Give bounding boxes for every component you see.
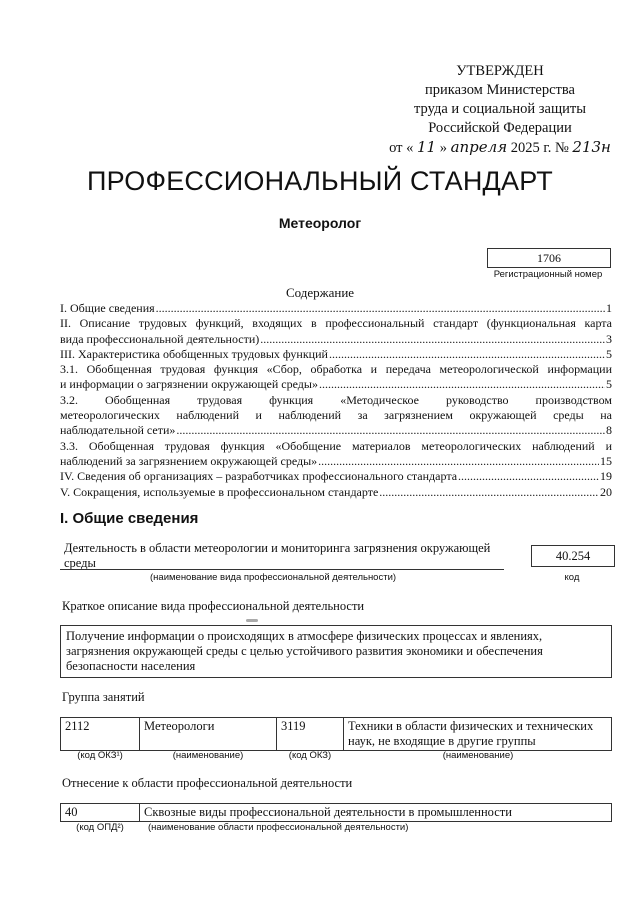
toc-item-text-line: 3.3. Обобщенная трудовая функция «Обобщение материалов метеорологических наблюдений и	[60, 438, 612, 453]
occupation-group-table	[60, 717, 612, 751]
brief-label: Краткое описание вида профессиональной деятельности	[62, 599, 365, 613]
toc-item-page: 19	[600, 469, 612, 484]
toc-item-text: и информации о загрязнении окружающей среды»	[60, 377, 318, 392]
toc-item[interactable]	[60, 393, 612, 439]
toc-item-page: 20	[600, 484, 612, 499]
toc-item[interactable]	[60, 469, 612, 484]
scan-mark	[246, 619, 258, 622]
toc-heading: Содержание	[285, 285, 355, 300]
page-subtitle: Метеоролог	[278, 215, 362, 231]
toc-item[interactable]	[60, 439, 612, 470]
activity-area-table	[60, 803, 612, 822]
activity-code: 40.254	[531, 545, 615, 567]
toc-item-text-line: метеорологических наблюдений и наблюдений за загрязнением окружающей среды на	[60, 408, 612, 423]
toc-item-text-line: 3.1. Обобщенная трудовая функция «Сбор, обработка и передача метеорологической информации	[60, 362, 612, 377]
approval-line3: труда и социальной защиты	[414, 101, 586, 117]
approval-block	[385, 62, 615, 158]
caption-opd-name: (наименование области профессиональной деятельности)	[148, 822, 409, 833]
group-label: Группа занятий	[62, 690, 145, 704]
caption-name1: (наименование)	[172, 750, 244, 761]
toc-item-page: 5	[606, 377, 612, 392]
okz-name-cell: Техники в области физических и технических наук, не входящие в другие группы	[344, 718, 612, 751]
date-mid: »	[439, 140, 447, 156]
toc-item-page: 1	[606, 301, 612, 315]
activity-underline	[60, 569, 504, 570]
area-label: Отнесение к области профессиональной деятельности	[62, 776, 353, 790]
registration-label: Регистрационный номер	[493, 269, 603, 280]
toc-item-page: 15	[600, 453, 612, 468]
toc-item[interactable]	[60, 301, 612, 316]
brief-description: Получение информации о происходящих в атмосфере физических процессах и явлениях, загрязнения окружающей среды с целью устойчивого развития экономики и обеспечения безопасности населения	[60, 625, 612, 678]
caption-name2: (наименование)	[442, 750, 514, 761]
approval-line1: УТВЕРЖДЕН	[456, 63, 544, 79]
toc-item[interactable]	[60, 347, 612, 362]
toc-item-text-line: 3.2. Обобщенная трудовая функция «Методическое руководство производством	[60, 392, 612, 407]
toc-item-text: IV. Сведения об организациях – разработчиках профессионального стандарта	[60, 469, 458, 484]
date-day: 11	[416, 138, 437, 156]
caption-okz2: (код ОКЗ)	[288, 750, 332, 761]
okz-code-cell: 2112	[61, 718, 140, 751]
toc-item[interactable]	[60, 485, 612, 500]
toc-item[interactable]	[60, 362, 612, 393]
caption-okz1: (код ОКЗ¹)	[77, 750, 123, 761]
date-month: апреля	[450, 138, 508, 156]
okz-code-cell: 3119	[277, 718, 344, 751]
opd-code-cell: 40	[61, 804, 140, 822]
toc-item-text: I. Общие сведения	[60, 301, 155, 315]
caption-opd-code: (код ОПД²)	[76, 822, 124, 833]
toc-item-text: наблюдательной сети»	[60, 423, 176, 438]
date-year: 2025 г. №	[510, 140, 569, 156]
toc-item-text: наблюдений за загрязнением окружающей среды»	[60, 453, 318, 468]
opd-name-cell: Сквозные виды профессиональной деятельности в промышленности	[140, 804, 612, 822]
approval-line2: приказом Министерства	[425, 82, 575, 98]
approval-date	[385, 138, 615, 158]
toc-item[interactable]	[60, 316, 612, 347]
toc-item-page: 8	[606, 423, 612, 438]
toc-item-text-line: II. Описание трудовых функций, входящих в профессиональный стандарт (функциональная карта	[60, 316, 612, 331]
okz-name-cell: Метеорологи	[140, 718, 277, 751]
approval-line4: Российской Федерации	[428, 120, 572, 136]
registration-number: 1706	[487, 248, 611, 268]
section-heading: I. Общие сведения	[60, 510, 199, 527]
toc-item-text: вида профессиональной деятельности)	[60, 331, 260, 346]
table-row	[61, 718, 612, 751]
order-number: 213н	[572, 138, 611, 156]
toc-item-page: 5	[606, 346, 612, 361]
toc-item-text: III. Характеристика обобщенных трудовых функций	[60, 346, 328, 361]
table-of-contents	[60, 301, 612, 500]
table-row	[61, 804, 612, 822]
page-title: ПРОФЕССИОНАЛЬНЫЙ СТАНДАРТ	[87, 166, 553, 196]
code-caption: код	[564, 572, 580, 583]
toc-item-page: 3	[606, 331, 612, 346]
activity-caption: (наименование вида профессиональной деятельности)	[150, 572, 397, 583]
toc-item-text: V. Сокращения, используемые в профессиональном стандарте	[60, 484, 379, 499]
activity-name: Деятельность в области метеорологии и мониторинга загрязнения окружающей среды	[64, 541, 491, 570]
date-prefix: от «	[389, 140, 414, 156]
